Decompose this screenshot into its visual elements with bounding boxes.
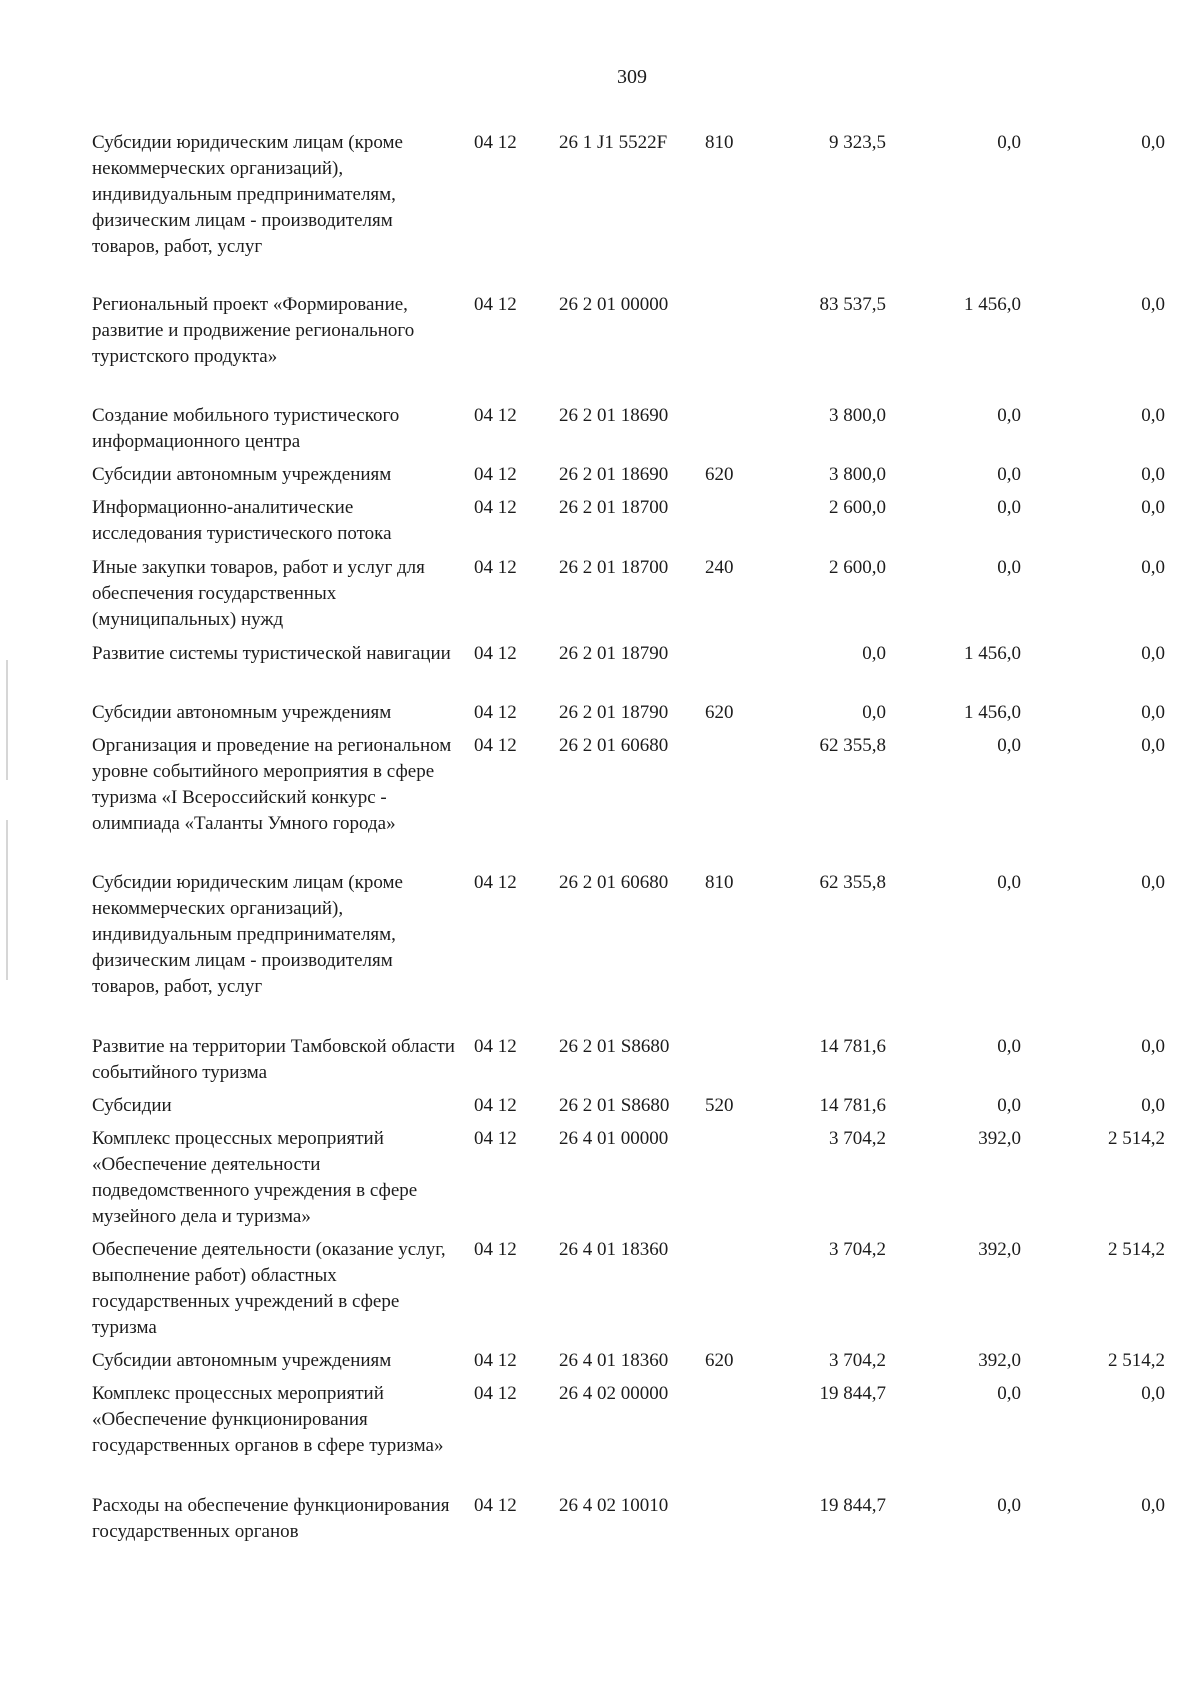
row-expense-type: 810 <box>705 132 734 153</box>
row-value-3: 0,0 <box>1141 1036 1165 1057</box>
row-value-2: 0,0 <box>997 1095 1021 1116</box>
row-value-1: 3 704,2 <box>829 1350 886 1371</box>
row-value-2: 1 456,0 <box>964 294 1021 315</box>
row-value-3: 0,0 <box>1141 464 1165 485</box>
row-value-1: 19 844,7 <box>819 1495 886 1516</box>
row-value-3: 2 514,2 <box>1108 1239 1165 1260</box>
row-name: Создание мобильного туристического информационного центра <box>92 405 400 452</box>
row-value-2: 392,0 <box>978 1128 1021 1149</box>
row-expense-type: 810 <box>705 872 734 893</box>
row-value-2: 0,0 <box>997 1383 1021 1404</box>
row-value-3: 0,0 <box>1141 1383 1165 1404</box>
row-target-code: 26 1 J1 5522F <box>559 132 668 153</box>
row-value-2: 392,0 <box>978 1350 1021 1371</box>
row-expense-type: 620 <box>705 702 734 723</box>
row-value-2: 1 456,0 <box>964 702 1021 723</box>
row-target-code: 26 2 01 18790 <box>559 643 669 664</box>
row-value-2: 0,0 <box>997 557 1021 578</box>
row-name: Расходы на обеспечение функционирования государственных органов <box>92 1495 450 1542</box>
row-name: Субсидии <box>92 1095 172 1116</box>
row-value-2: 0,0 <box>997 405 1021 426</box>
row-section-code: 04 12 <box>474 1350 517 1371</box>
row-value-2: 0,0 <box>997 872 1021 893</box>
row-value-2: 0,0 <box>997 132 1021 153</box>
row-name: Информационно-аналитические исследования туристического потока <box>92 497 392 544</box>
row-value-2: 0,0 <box>997 464 1021 485</box>
row-section-code: 04 12 <box>474 1128 517 1149</box>
row-target-code: 26 2 01 18700 <box>559 497 669 518</box>
row-section-code: 04 12 <box>474 497 517 518</box>
row-value-1: 2 600,0 <box>829 557 886 578</box>
row-name: Субсидии юридическим лицам (кроме некоммерческих организаций), индивидуальным предпринимателям, физическим лицам - производителям товаров, работ, услуг <box>92 132 403 257</box>
row-value-2: 392,0 <box>978 1239 1021 1260</box>
row-target-code: 26 4 01 00000 <box>559 1128 669 1149</box>
row-value-2: 1 456,0 <box>964 643 1021 664</box>
row-value-3: 0,0 <box>1141 557 1165 578</box>
row-value-3: 0,0 <box>1141 702 1165 723</box>
row-value-1: 3 800,0 <box>829 405 886 426</box>
row-value-1: 3 800,0 <box>829 464 886 485</box>
row-value-3: 0,0 <box>1141 643 1165 664</box>
row-value-1: 0,0 <box>862 643 886 664</box>
row-section-code: 04 12 <box>474 643 517 664</box>
row-expense-type: 620 <box>705 464 734 485</box>
row-target-code: 26 2 01 18790 <box>559 702 669 723</box>
row-value-1: 3 704,2 <box>829 1128 886 1149</box>
row-value-3: 0,0 <box>1141 294 1165 315</box>
row-name: Комплекс процессных мероприятий «Обеспечение деятельности подведомственного учреждения в сфере музейного дела и туризма» <box>92 1128 418 1227</box>
row-value-1: 2 600,0 <box>829 497 886 518</box>
row-name: Комплекс процессных мероприятий «Обеспечение функционирования государственных органов в сфере туризма» <box>92 1383 444 1456</box>
row-value-1: 62 355,8 <box>819 872 886 893</box>
row-section-code: 04 12 <box>474 872 517 893</box>
row-section-code: 04 12 <box>474 557 517 578</box>
row-value-2: 0,0 <box>997 497 1021 518</box>
row-section-code: 04 12 <box>474 1383 517 1404</box>
row-section-code: 04 12 <box>474 405 517 426</box>
row-value-3: 2 514,2 <box>1108 1128 1165 1149</box>
row-target-code: 26 2 01 60680 <box>559 872 669 893</box>
row-expense-type: 520 <box>705 1095 734 1116</box>
row-name: Обеспечение деятельности (оказание услуг, выполнение работ) областных государственных учреждений в сфере туризма <box>92 1239 446 1338</box>
row-section-code: 04 12 <box>474 1239 517 1260</box>
scan-artifact <box>6 820 8 980</box>
row-section-code: 04 12 <box>474 735 517 756</box>
row-target-code: 26 2 01 S8680 <box>559 1036 670 1057</box>
row-target-code: 26 4 01 18360 <box>559 1239 669 1260</box>
row-value-1: 19 844,7 <box>819 1383 886 1404</box>
page-number: 309 <box>617 66 647 88</box>
row-name: Субсидии автономным учреждениям <box>92 464 392 485</box>
row-value-3: 2 514,2 <box>1108 1350 1165 1371</box>
row-value-1: 83 537,5 <box>819 294 886 315</box>
row-value-3: 0,0 <box>1141 1095 1165 1116</box>
row-value-1: 3 704,2 <box>829 1239 886 1260</box>
row-section-code: 04 12 <box>474 294 517 315</box>
row-value-2: 0,0 <box>997 1495 1021 1516</box>
row-value-2: 0,0 <box>997 735 1021 756</box>
row-value-1: 14 781,6 <box>819 1036 886 1057</box>
row-target-code: 26 4 02 10010 <box>559 1495 669 1516</box>
row-section-code: 04 12 <box>474 132 517 153</box>
row-value-1: 9 323,5 <box>829 132 886 153</box>
row-target-code: 26 2 01 S8680 <box>559 1095 670 1116</box>
row-target-code: 26 2 01 18690 <box>559 405 669 426</box>
row-section-code: 04 12 <box>474 1095 517 1116</box>
row-name: Развитие системы туристической навигации <box>92 643 451 664</box>
row-name: Региональный проект «Формирование, развитие и продвижение регионального туристского продукта» <box>92 294 415 367</box>
row-target-code: 26 4 02 00000 <box>559 1383 669 1404</box>
row-section-code: 04 12 <box>474 464 517 485</box>
row-value-1: 0,0 <box>862 702 886 723</box>
row-value-1: 62 355,8 <box>819 735 886 756</box>
row-name: Субсидии автономным учреждениям <box>92 1350 392 1371</box>
row-name: Иные закупки товаров, работ и услуг для обеспечения государственных (муниципальных) нужд <box>92 557 425 630</box>
row-target-code: 26 2 01 18690 <box>559 464 669 485</box>
row-value-1: 14 781,6 <box>819 1095 886 1116</box>
row-value-3: 0,0 <box>1141 132 1165 153</box>
row-value-3: 0,0 <box>1141 735 1165 756</box>
row-expense-type: 240 <box>705 557 734 578</box>
row-value-3: 0,0 <box>1141 497 1165 518</box>
row-name: Субсидии юридическим лицам (кроме некоммерческих организаций), индивидуальным предпринимателям, физическим лицам - производителям товаров, работ, услуг <box>92 872 403 997</box>
row-target-code: 26 2 01 00000 <box>559 294 669 315</box>
row-section-code: 04 12 <box>474 702 517 723</box>
row-section-code: 04 12 <box>474 1495 517 1516</box>
row-value-3: 0,0 <box>1141 1495 1165 1516</box>
row-value-2: 0,0 <box>997 1036 1021 1057</box>
row-name: Развитие на территории Тамбовской области событийного туризма <box>92 1036 455 1083</box>
row-value-3: 0,0 <box>1141 872 1165 893</box>
row-target-code: 26 2 01 18700 <box>559 557 669 578</box>
row-target-code: 26 2 01 60680 <box>559 735 669 756</box>
row-section-code: 04 12 <box>474 1036 517 1057</box>
row-expense-type: 620 <box>705 1350 734 1371</box>
row-value-3: 0,0 <box>1141 405 1165 426</box>
row-name: Организация и проведение на региональном уровне событийного мероприятия в сфере туризма «I Всероссийский конкурс - олимпиада «Таланты Умного города» <box>92 735 452 834</box>
scan-artifact <box>6 660 8 780</box>
row-target-code: 26 4 01 18360 <box>559 1350 669 1371</box>
row-name: Субсидии автономным учреждениям <box>92 702 392 723</box>
